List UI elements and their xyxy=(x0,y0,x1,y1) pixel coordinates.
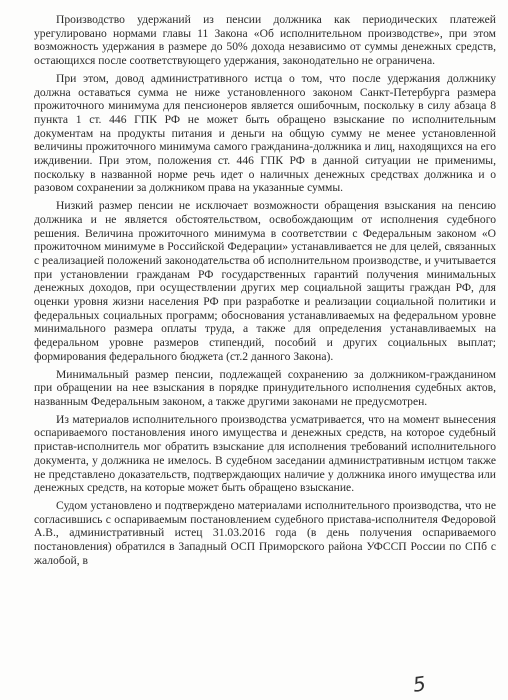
handwritten-page-number: 5 xyxy=(411,671,428,697)
paragraph: Судом установлено и подтверждено материалами исполнительного производства, что не согласившись с оспариваемым постановлением судебного пристава-исполнителя Федоровой А.В., административный истец 31.03.2016 года (в день получения оспариваемого постановления) обратился в Западный ОСП Приморского района УФССП России по СПб с жалобой, в xyxy=(34,498,496,567)
paragraph: Производство удержаний из пенсии должника как периодических платежей урегулировано нормами главы 11 Закона «Об исполнительном производстве», при этом возможность удержания в размере до 50% дохода независимо от суммы денежных средств, остающихся после соответствующего удержания, законодательно не ограничена. xyxy=(34,13,496,68)
paragraph: Из материалов исполнительного производства усматривается, что на момент вынесения оспариваемого постановления иного имущества и денежных средств, на которое судебный пристав-исполнитель мог обратить взыскание для исполнения требований исполнительного документа, у должника не имелось. В судебном заседании административным истцом также не представлено доказательств, подтверждающих наличие у должника иного имущества или денежных средств, на которые может быть обращено взыскание. xyxy=(34,412,496,495)
paragraph: Низкий размер пенсии не исключает возможности обращения взыскания на пенсию должника и не является обстоятельством, освобождающим от исполнения судебного решения. Величина прожиточного минимума в соответствии с Федеральным законом «О прожиточном минимуме в Российской Федерации» устанавливается не для целей, связанных с реализацией положений законодательства об исполнительном производстве, и учитывается при установлении гражданам РФ государственных гарантий получения минимальных денежных доходов, при осуществлении других мер социальной защиты граждан РФ, для оценки уровня жизни населения РФ при разработке и реализации социальной политики и федеральных социальных программ; обоснования устанавливаемых на федеральном уровне минимального размера оплаты труда, а также для определения устанавливаемых на федеральном уровне размеров стипендий, пособий и других социальных выплат; формирования федерального бюджета (ст.2 данного Закона). xyxy=(34,199,496,363)
document-body xyxy=(34,13,496,571)
paragraph: Минимальный размер пенсии, подлежащей сохранению за должником-гражданином при обращении на нее взыскания в порядке принудительного исполнения судебных актов, названным Федеральным законом, а также другими законами не предусмотрен. xyxy=(34,367,496,408)
paragraph: При этом, довод административного истца о том, что после удержания должнику должна оставаться сумма не ниже установленного законом Санкт-Петербурга размера прожиточного минимума для пенсионеров является ошибочным, поскольку в силу абзаца 8 пункта 1 ст. 446 ГПК РФ не может быть обращено взыскание по исполнительным документам на продукты питания и деньги на общую сумму не менее установленной величины прожиточного минимума самого гражданина-должника и лиц, находящихся на его иждивении. При этом, положения ст. 446 ГПК РФ в данной ситуации не применимы, поскольку в названной норме речь идет о наличных денежных средствах должника и о разовом сохранении за должником права на указанные суммы. xyxy=(34,71,496,195)
